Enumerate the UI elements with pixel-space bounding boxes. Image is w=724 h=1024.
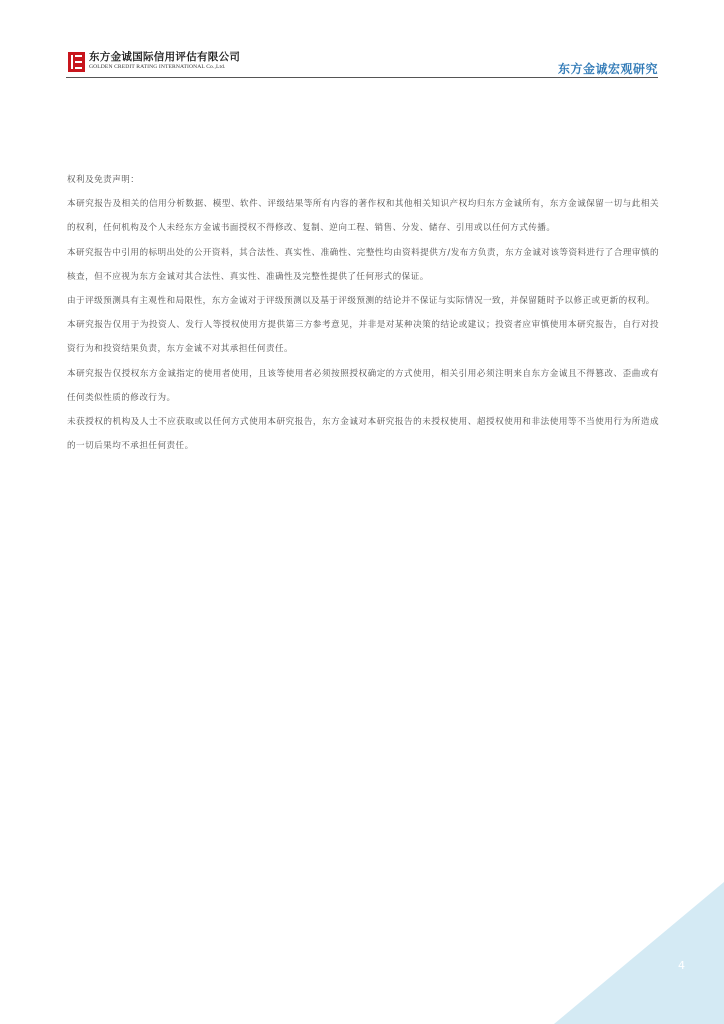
disclaimer-paragraph: 由于评级预测具有主观性和局限性，东方金诚对于评级预测以及基于评级预测的结论并不保证与实际情况一致，并保留随时予以修正或更新的权利。 — [67, 296, 655, 307]
corner-decoration — [554, 882, 724, 1024]
disclaimer-paragraph: 本研究报告仅授权东方金诚指定的使用者使用，且该等使用者必须按照授权确定的方式使用，相关引用必须注明来自东方金诚且不得篡改、歪曲或有任何类似性质的修改行为。 — [67, 368, 659, 403]
disclaimer-paragraph: 本研究报告仅用于为投资人、发行人等授权使用方提供第三方参考意见，并非是对某种决策的结论或建议；投资者应审慎使用本研究报告，自行对投资行为和投资结果负责，东方金诚不对其承担任何责任。 — [67, 320, 659, 355]
disclaimer-title: 权利及免责声明： — [67, 175, 140, 185]
logo-chinese-name: 东方金诚国际信用评估有限公司 — [89, 51, 241, 63]
disclaimer-paragraph: 本研究报告中引用的标明出处的公开资料，其合法性、真实性、准确性、完整性均由资料提供方/发布方负责，东方金诚对该等资料进行了合理审慎的核查，但不应视为东方金诚对其合法性、真实性、准确性及完整性提供了任何形式的保证。 — [67, 247, 659, 282]
page-header — [0, 0, 724, 80]
company-logo — [68, 52, 240, 72]
disclaimer-paragraph: 未获授权的机构及人士不应获取或以任何方式使用本研究报告，东方金诚对本研究报告的未授权使用、超授权使用和非法使用等不当使用行为所造成的一切后果均不承担任何责任。 — [67, 417, 659, 452]
page-number: 4 — [678, 959, 685, 972]
header-divider — [66, 77, 658, 78]
logo-mark-icon — [68, 52, 85, 72]
report-series-title: 东方金诚宏观研究 — [557, 62, 658, 76]
disclaimer-section — [67, 168, 659, 458]
logo-english-name: GOLDEN CREDIT RATING INTERNATIONAL Co.,Ltd. — [89, 64, 226, 70]
disclaimer-paragraph: 本研究报告及相关的信用分析数据、模型、软件、评级结果等所有内容的著作权和其他相关知识产权均归东方金诚所有，东方金诚保留一切与此相关的权利，任何机构及个人未经东方金诚书面授权不得修改、复制、逆向工程、销售、分发、储存、引用或以任何方式传播。 — [67, 199, 659, 234]
